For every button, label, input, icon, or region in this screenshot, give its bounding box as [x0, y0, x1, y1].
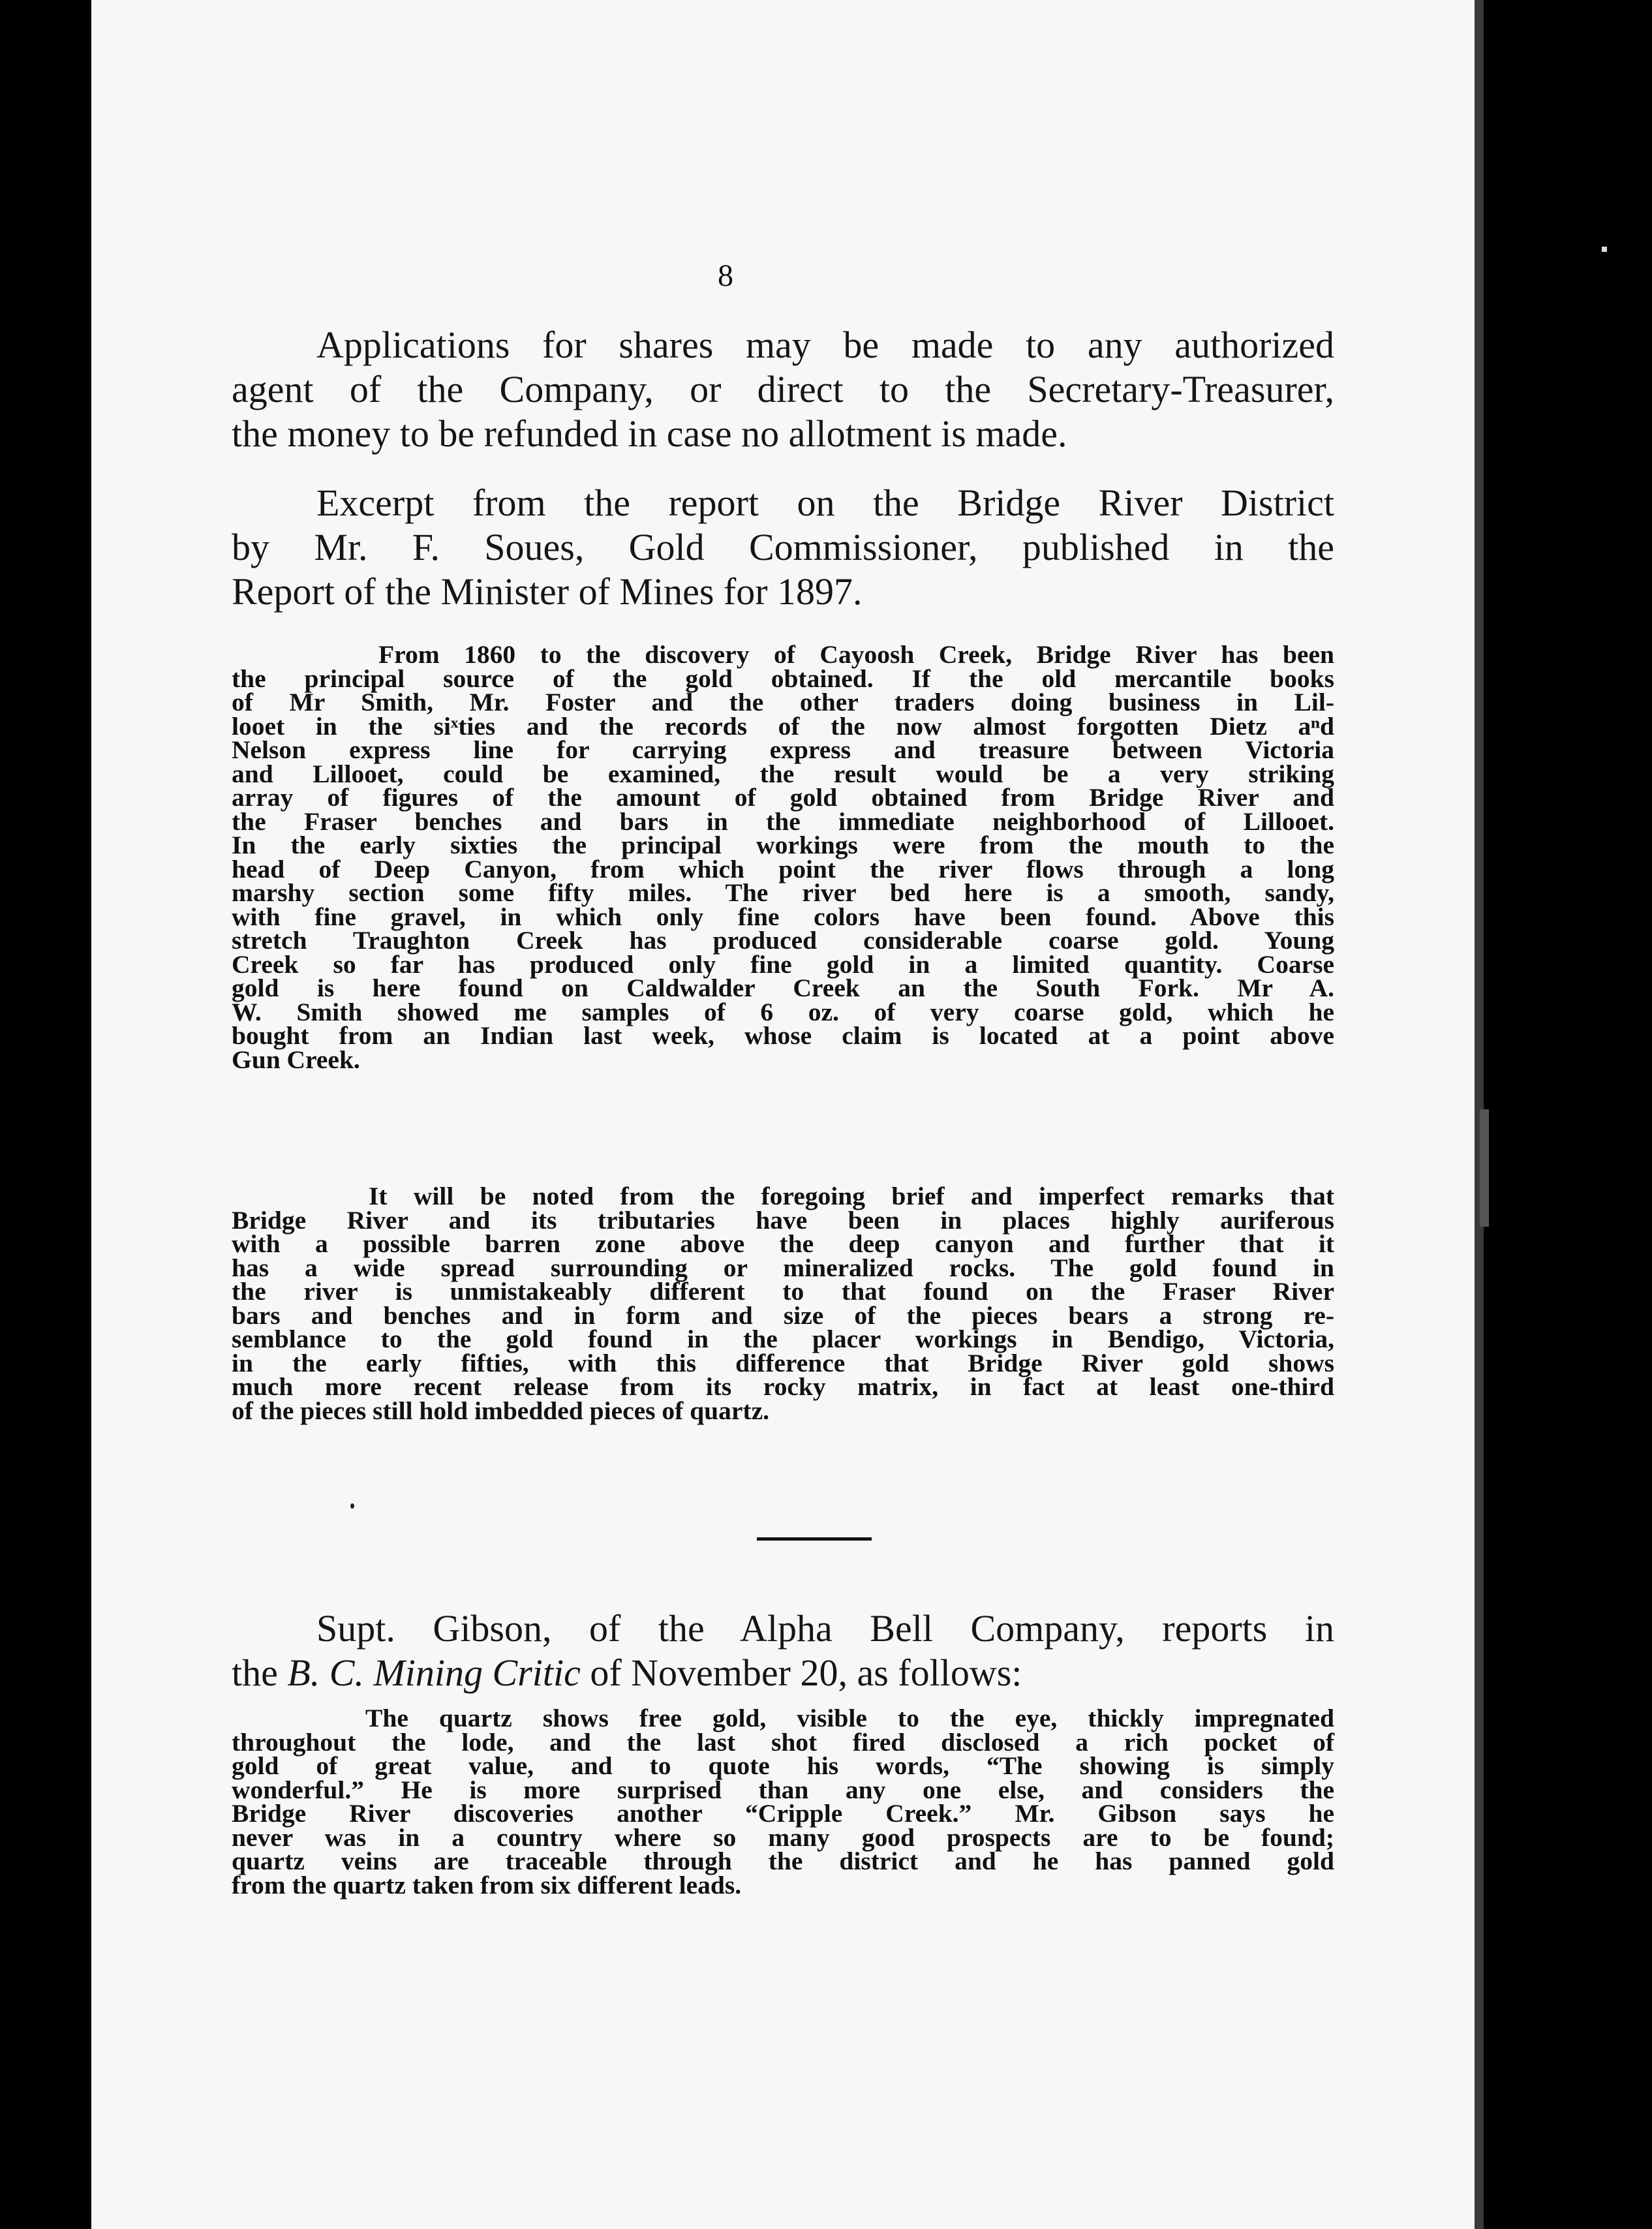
- text-line: gold of great value, and to quote his words, “The showing is simply: [232, 1751, 1334, 1780]
- text-line: Bridge River discoveries another “Cripple Creek.” Mr. Gibson says he: [232, 1799, 1334, 1828]
- text-line: with a possible barren zone above the deep canyon and further that it: [232, 1229, 1334, 1258]
- excerpt-heading: [232, 481, 1334, 614]
- publication-title: B. C. Mining Critic: [287, 1652, 581, 1694]
- text-line: bars and benches and in form and size of the pieces bears a strong re-: [232, 1300, 1334, 1330]
- text-line: agent of the Company, or direct to the Secretary-Treasurer,: [232, 368, 1334, 410]
- text-line: of Mr Smith, Mr. Foster and the other traders doing business in Lil-: [232, 688, 1334, 716]
- text-line: Nelson express line for carrying express and treasure between Victoria: [232, 735, 1334, 764]
- text-line: the principal source of the gold obtained. If the old mercantile books: [232, 664, 1334, 693]
- edge-mark: [1602, 247, 1607, 252]
- text-line: Applications for shares may be made to any authorized: [316, 324, 1334, 366]
- text-line: wonderful.” He is more surprised than any one else, and considers the: [232, 1775, 1334, 1804]
- text-line: by Mr. F. Soues, Gold Commissioner, published in the: [232, 526, 1334, 568]
- gibson-body-paragraph: [232, 1706, 1334, 1897]
- text-line: Supt. Gibson, of the Alpha Bell Company, reports in: [316, 1607, 1334, 1650]
- text-line: the money to be refunded in case no allotment is made.: [232, 412, 1067, 455]
- binding-mark: [1480, 1109, 1489, 1227]
- text-line: and Lillooet, could be examined, the result would be a very striking: [232, 759, 1334, 788]
- text-line: never was in a country where so many good prospects are to be found;: [232, 1822, 1334, 1852]
- excerpt-body-paragraph-2: [232, 1182, 1334, 1425]
- text-line: It will be noted from the foregoing brief and imperfect remarks that: [369, 1182, 1334, 1210]
- text-line: Bridge River and its tributaries have been in places highly auriferous: [232, 1205, 1334, 1235]
- text-line: Excerpt from the report on the Bridge River District: [316, 482, 1334, 524]
- text-line: Gun Creek.: [232, 1045, 360, 1074]
- text-line: gold is here found on Caldwalder Creek an the South Fork. Mr A.: [232, 974, 1334, 1002]
- text-line: much more recent release from its rocky matrix, in fact at least one-third: [232, 1372, 1334, 1401]
- excerpt-body-paragraph-1: [232, 640, 1334, 1074]
- stray-ink-mark: [350, 1503, 354, 1509]
- text-line: in the early fifties, with this difference that Bridge River gold shows: [232, 1348, 1334, 1377]
- text-line: head of Deep Canyon, from which point the river flows through a long: [232, 854, 1334, 884]
- text-line: [232, 1651, 1334, 1695]
- section-divider: [757, 1537, 872, 1541]
- text-line: Creek so far has produced only fine gold in a limited quantity. Coarse: [232, 949, 1334, 979]
- text-line: has a wide spread surrounding or mineralized rocks. The gold found in: [232, 1253, 1334, 1282]
- text-line: looet in the siˣties and the records of the now almost forgotten Dietz aⁿd: [232, 711, 1334, 741]
- text-line: From 1860 to the discovery of Cayoosh Creek, Bridge River has been: [378, 640, 1334, 669]
- text-line: quartz veins are traceable through the district and he has panned gold: [232, 1847, 1334, 1875]
- text-line: stretch Traughton Creek has produced considerable coarse gold. Young: [232, 926, 1334, 955]
- page-number: 8: [718, 258, 733, 293]
- text-line: bought from an Indian last week, whose claim is located at a point above: [232, 1021, 1334, 1050]
- gibson-heading: [232, 1606, 1334, 1695]
- text-line: In the early sixties the principal workings were from the mouth to the: [232, 831, 1334, 859]
- text-line: marshy section some fifty miles. The river bed here is a smooth, sandy,: [232, 878, 1334, 907]
- text-line: W. Smith showed me samples of 6 oz. of very coarse gold, which he: [232, 997, 1334, 1026]
- text-line: The quartz shows free gold, visible to the eye, thickly impregnated: [365, 1704, 1334, 1732]
- text-span: the: [232, 1652, 288, 1694]
- text-line: from the quartz taken from six different leads.: [232, 1870, 742, 1899]
- text-line: the Fraser benches and bars in the immediate neighborhood of Lillooet.: [232, 807, 1334, 836]
- text-line: the river is unmistakeably different to that found on the Fraser River: [232, 1277, 1334, 1306]
- text-line: Report of the Minister of Mines for 1897.: [232, 570, 863, 613]
- text-line: throughout the lode, and the last shot fired disclosed a rich pocket of: [232, 1727, 1334, 1757]
- text-span: of November 20, as follows:: [580, 1652, 1022, 1694]
- text-line: array of figures of the amount of gold obtained from Bridge River and: [232, 783, 1334, 812]
- text-line: semblance to the gold found in the placer workings in Bendigo, Victoria,: [232, 1325, 1334, 1353]
- text-line: with fine gravel, in which only fine colors have been found. Above this: [232, 902, 1334, 931]
- applications-paragraph: [232, 323, 1334, 456]
- text-line: of the pieces still hold imbedded pieces of quartz.: [232, 1396, 769, 1425]
